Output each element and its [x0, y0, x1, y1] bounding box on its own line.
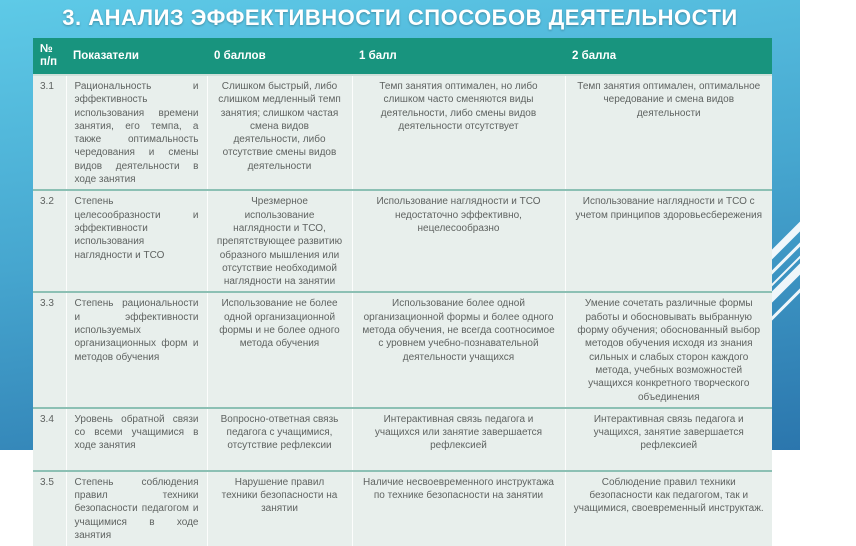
- table-row: [33, 292, 772, 407]
- cell-indicator: Степень соблюдения правил техники безопасности педагогом и учащимися в ходе занятия: [66, 471, 207, 546]
- table-row: [33, 75, 772, 190]
- cell-score1: Темп занятия оптимален, но либо слишком часто сменяются виды деятельности, либо смены видов деятельности отсутствует: [352, 75, 565, 190]
- slide-title: 3. АНАЛИЗ ЭФФЕКТИВНОСТИ СПОСОБОВ ДЕЯТЕЛЬНОСТИ: [62, 5, 738, 30]
- cell-score1: Использование наглядности и ТСО недостаточно эффективно, нецелесообразно: [352, 190, 565, 292]
- cell-indicator: Степень целесообразности и эффективности использования наглядности и ТСО: [66, 190, 207, 292]
- cell-num: 3.2: [33, 190, 66, 292]
- cell-num: 3.3: [33, 292, 66, 407]
- col-header-score-2: 2 балла: [565, 38, 772, 75]
- cell-score2: Интерактивная связь педагога и учащихся, занятие завершается рефлексией: [565, 408, 772, 471]
- cell-indicator: Степень рациональности и эффективности используемых организационных форм и методов обучения: [66, 292, 207, 407]
- table-row: [33, 408, 772, 471]
- cell-indicator: Рациональность и эффективность использования времени занятия, его темпа, а также оптимальность чередования и смены видов деятельности в ходе занятия: [66, 75, 207, 190]
- cell-score1: Использование более одной организационной формы и более одного метода обучения, не всегда соотносимое с уровнем учебно-познавательной деятельности учащихся: [352, 292, 565, 407]
- col-header-index: № п/п: [33, 38, 66, 75]
- cell-num: 3.4: [33, 408, 66, 471]
- cell-score1: Наличие несвоевременного инструктажа по технике безопасности на занятии: [352, 471, 565, 546]
- table-body: [33, 75, 772, 546]
- table-row: [33, 471, 772, 546]
- table-row: [33, 190, 772, 292]
- col-header-score-0: 0 баллов: [207, 38, 352, 75]
- cell-num: 3.5: [33, 471, 66, 546]
- cell-indicator: Уровень обратной связи со всеми учащимися в ходе занятия: [66, 408, 207, 471]
- cell-score2: Темп занятия оптимален, оптимальное чередование и смена видов деятельности: [565, 75, 772, 190]
- cell-score0: Использование не более одной организационной формы и не более одного метода обучения: [207, 292, 352, 407]
- analysis-table: [33, 38, 772, 546]
- cell-score0: Слишком быстрый, либо слишком медленный темп занятия; слишком частая смена видов деятельности, либо отсутствие смены видов деятельности: [207, 75, 352, 190]
- cell-score0: Нарушение правил техники безопасности на занятии: [207, 471, 352, 546]
- cell-score0: Чрезмерное использование наглядности и ТСО, препятствующее развитию образного мышления или отсутствие необходимой наглядности на занятии: [207, 190, 352, 292]
- col-header-score-1: 1 балл: [352, 38, 565, 75]
- cell-score2: Умение сочетать различные формы работы и обосновывать выбранную форму обучения; обоснованный выбор методов обучения исходя из знания сильных и слабых сторон каждого метода, учебных возможностей учащихся конкретного творческого объединения: [565, 292, 772, 407]
- cell-score2: Использование наглядности и ТСО с учетом принципов здоровьесбережения: [565, 190, 772, 292]
- cell-score1: Интерактивная связь педагога и учащихся или занятие завершается рефлексией: [352, 408, 565, 471]
- table-header-row: [33, 38, 772, 75]
- cell-num: 3.1: [33, 75, 66, 190]
- col-header-indicators: Показатели: [66, 38, 207, 75]
- cell-score0: Вопросно-ответная связь педагога с учащимися, отсутствие рефлексии: [207, 408, 352, 471]
- cell-score2: Соблюдение правил техники безопасности как педагогом, так и учащимися, своевременный инструктаж.: [565, 471, 772, 546]
